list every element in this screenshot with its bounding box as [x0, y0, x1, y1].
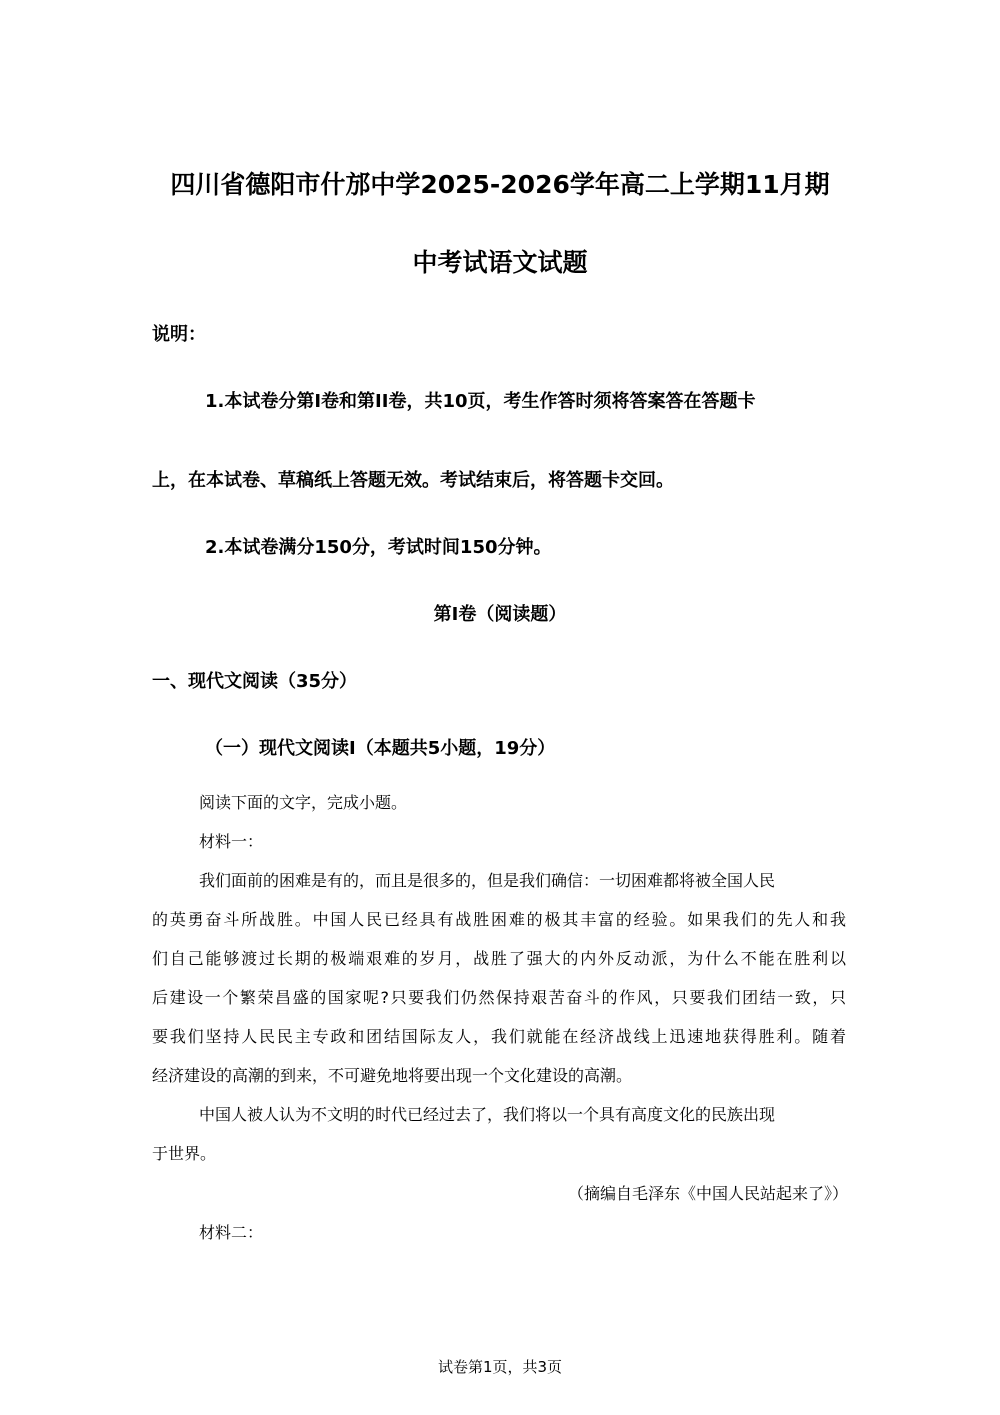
volume-title: 第I卷（阅读题） — [433, 604, 567, 625]
paragraph-line: 中国人被人认为不文明的时代已经过去了，我们将以一个具有高度文化的民族出现 — [199, 1105, 776, 1124]
paragraph-line: 经济建设的高潮的到来，不可避免地将要出现一个文化建设的高潮。 — [152, 1066, 633, 1085]
section-subheading: （一）现代文阅读I（本题共5小题，19分） — [205, 738, 556, 759]
instruction-item-2: 2.本试卷满分150分，考试时间150分钟。 — [205, 537, 552, 558]
paragraph-line: 于世界。 — [152, 1144, 217, 1163]
instruction-item-1-line-2: 上，在本试卷、草稿纸上答题无效。考试结束后，将答题卡交回。 — [152, 470, 674, 491]
material-1-source: （摘编自毛泽东《中国人民站起来了》） — [567, 1184, 848, 1203]
reading-prompt: 阅读下面的文字，完成小题。 — [199, 793, 408, 812]
material-2-label: 材料二： — [199, 1223, 264, 1242]
section-heading: 一、现代文阅读（35分） — [152, 671, 358, 692]
paragraph-line: 我们面前的困难是有的，而且是很多的，但是我们确信：一切困难都将被全国人民 — [199, 871, 776, 890]
paragraph-line: 们自己能够渡过长期的极端艰难的岁月，战胜了强大的内外反动派，为什么不能在胜利以 — [152, 949, 846, 968]
instruction-item-1-line-1: 1.本试卷分第I卷和第II卷，共10页，考生作答时须将答案答在答题卡 — [205, 391, 756, 412]
instructions-heading: 说明： — [152, 324, 206, 345]
material-1-label: 材料一： — [199, 832, 264, 851]
exam-title-line-1: 四川省德阳市什邡中学2025-2026学年高二上学期11月期 — [170, 170, 830, 199]
paragraph-line: 要我们坚持人民民主专政和团结国际友人，我们就能在经济战线上迅速地获得胜利。随着 — [152, 1027, 846, 1046]
paragraph-line: 后建设一个繁荣昌盛的国家呢?只要我们仍然保持艰苦奋斗的作风，只要我们团结一致，只 — [152, 988, 846, 1007]
paragraph-line: 的英勇奋斗所战胜。中国人民已经具有战胜困难的极其丰富的经验。如果我们的先人和我 — [152, 910, 846, 929]
exam-title-line-2: 中考试语文试题 — [412, 248, 588, 277]
page-footer: 试卷第1页，共3页 — [437, 1358, 563, 1376]
